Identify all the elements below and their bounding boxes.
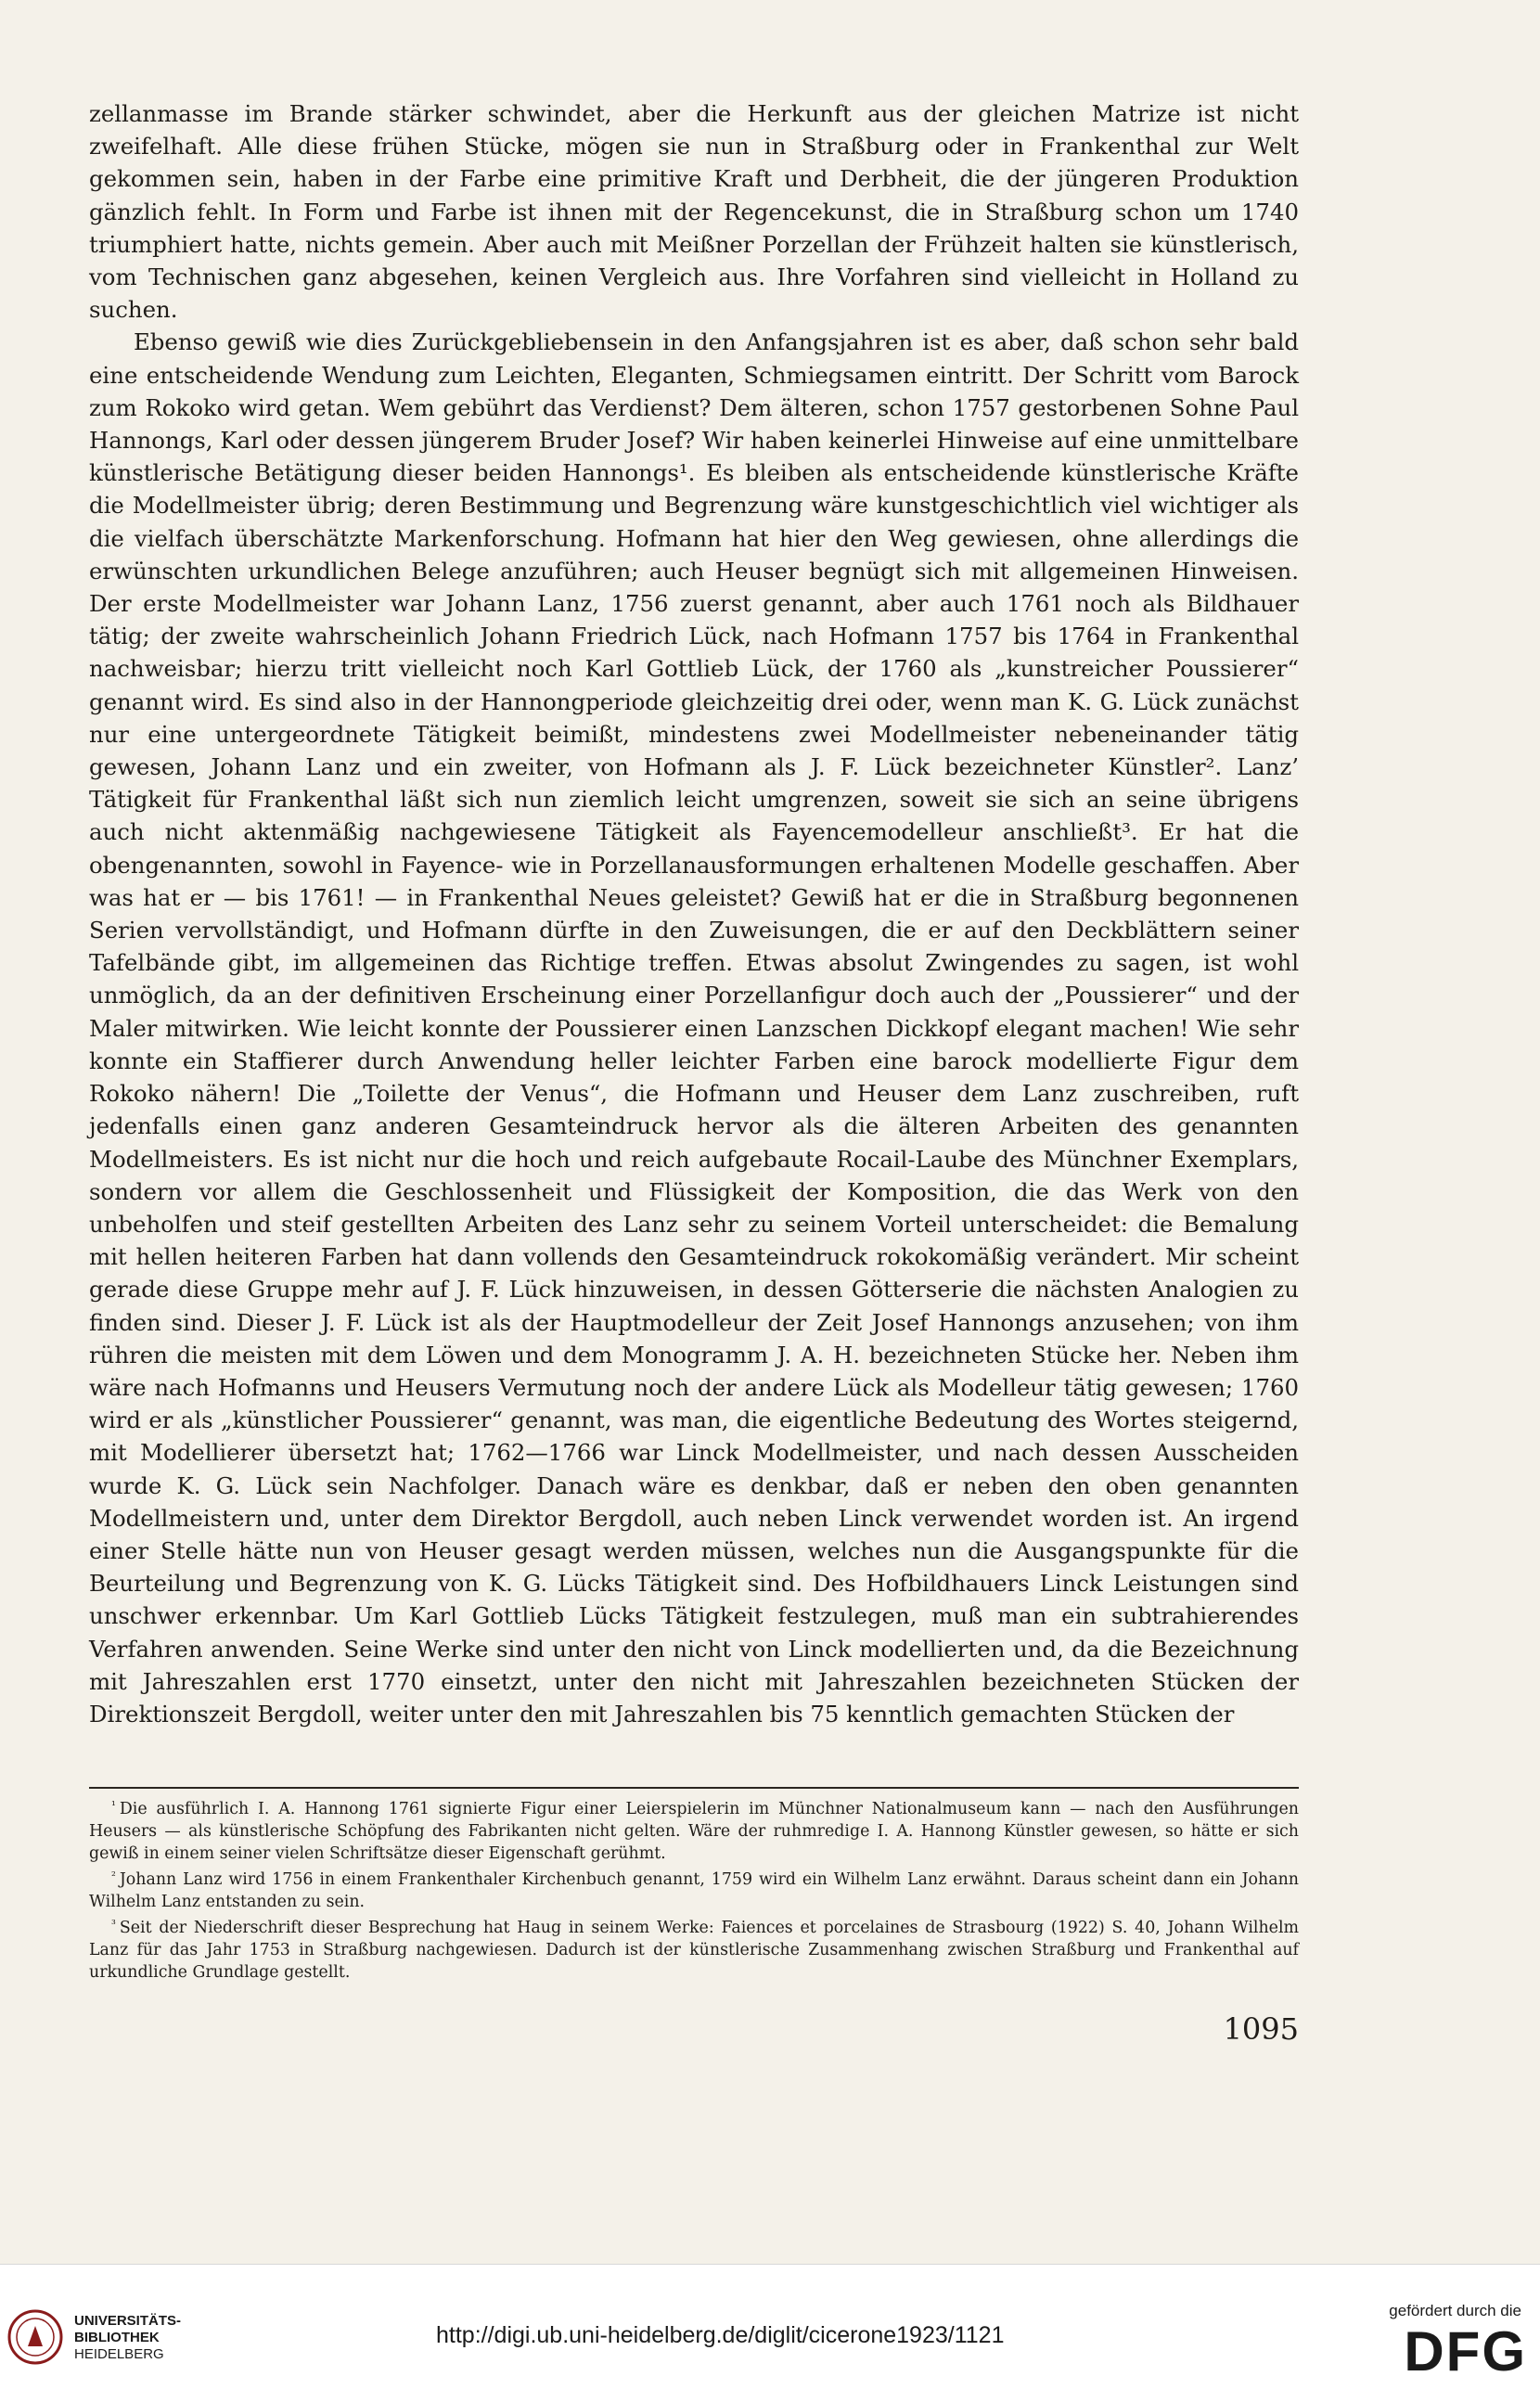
library-name-line-3: HEIDELBERG bbox=[74, 2346, 164, 2362]
library-name-line-2: BIBLIOTHEK bbox=[74, 2330, 160, 2345]
footnote-rule bbox=[89, 1787, 1299, 1789]
viewer-footer bbox=[0, 2264, 1540, 2402]
library-name-line-1: UNIVERSITÄTS- bbox=[74, 2313, 182, 2329]
footnote-2-number: ² bbox=[111, 1869, 116, 1882]
footnotes bbox=[89, 1794, 1299, 1984]
footnote-1-number: ¹ bbox=[111, 1799, 116, 1812]
body-text bbox=[89, 97, 1299, 1730]
footnote-2-text: Johann Lanz wird 1756 in einem Frankenthaler Kirchenbuch genannt, 1759 wird ein Wilhelm Lanz erwähnt. Daraus scheint dann ein Johann Wilhelm Lanz entstanden zu sein. bbox=[89, 1870, 1299, 1911]
footnote-3-text: Seit der Niederschrift dieser Besprechung hat Haug in seinem Werke: Faiences et porcelaines de Strasbourg (1922) S. 40, Johann Wilhelm Lanz für das Jahr 1753 in Straßburg nachgewiesen. Dadurch ist der künstlerische Zusammenhang zwischen Straßburg und Frankenthal auf urkundliche Grundlage gestellt. bbox=[89, 1919, 1299, 1982]
footnote-2 bbox=[89, 1865, 1299, 1913]
permalink-url[interactable]: http://digi.ub.uni-heidelberg.de/diglit/cicerone1923/1121 bbox=[436, 2322, 1005, 2348]
paragraph-2: Ebenso gewiß wie dies Zurückgebliebensein in den Anfangsjahren ist es aber, daß schon sehr bald eine entscheidende Wendung zum Leichten, Eleganten, Schmiegsamen eintritt. Der Schritt vom Barock zum Rokoko wird getan. Wem gebührt das Verdienst? Dem älteren, schon 1757 gestorbenen Sohne Paul Hannongs, Karl oder dessen jüngerem Bruder Josef? Wir haben keinerlei Hinweise auf eine unmittelbare künstlerische Betätigung dieser beiden Hannongs¹. Es bleiben als entscheidende künstlerische Kräfte die Modellmeister übrig; deren Bestimmung und Begrenzung wäre kunstgeschichtlich viel wichtiger als die vielfach überschätzte Markenforschung. Hofmann hat hier den Weg gewiesen, ohne allerdings die erwünschten urkundlichen Belege anzuführen; auch Heuser begnügt sich mit allgemeinen Hinweisen. Der erste Modellmeister war Johann Lanz, 1756 zuerst genannt, aber auch 1761 noch als Bildhauer tätig; der zweite wahrscheinlich Johann Friedrich Lück, nach Hofmann 1757 bis 1764 in Frankenthal nachweisbar; hierzu tritt vielleicht noch Karl Gottlieb Lück, der 1760 als „kunstreicher Poussierer“ genannt wird. Es sind also in der Hannongperiode gleichzeitig drei oder, wenn man K. G. Lück zunächst nur eine untergeordnete Tätigkeit beimißt, mindestens zwei Modellmeister nebeneinander tätig gewesen, Johann Lanz und ein zweiter, von Hofmann als J. F. Lück bezeichneter Künstler². Lanz’ Tätigkeit für Frankenthal läßt sich nun ziemlich leicht umgrenzen, soweit sie sich an seine übrigens auch nicht aktenmäßig nachgewiesene Tätigkeit als Fayencemodelleur anschließt³. Er hat die obengenannten, sowohl in Fayence- wie in Porzellanausformungen erhaltenen Modelle geschaffen. Aber was hat er — bis 1761! — in Frankenthal Neues geleistet? Gewiß hat er die in Straßburg begonnenen Serien vervollständigt, und Hofmann dürfte in den Zuweisungen, die er auf den Deckblättern seiner Tafelbände gibt, im allgemeinen das Richtige treffen. Etwas absolut Zwingendes zu sagen, ist wohl unmöglich, da an der definitiven Erscheinung einer Porzellanfigur doch auch der „Poussierer“ und der Maler mitwirken. Wie leicht konnte der Poussierer einen Lanzschen Dickkopf elegant machen! Wie sehr konnte ein Staffierer durch Anwendung heller leichter Farben eine barock modellierte Figur dem Rokoko nähern! Die „Toilette der Venus“, die Hofmann und Heuser dem Lanz zuschreiben, ruft jedenfalls einen ganz anderen Gesamteindruck hervor als die älteren Arbeiten des genannten Modellmeisters. Es ist nicht nur die hoch und reich aufgebaute Rocail-Laube des Münchner Exemplars, sondern vor allem die Geschlossenheit und Flüssigkeit der Komposition, die das Werk von den unbeholfen und steif gestellten Arbeiten des Lanz sehr zu seinem Vorteil unterscheidet: die Bemalung mit hellen heiteren Farben hat dann vollends den Gesamteindruck rokokomäßig verändert. Mir scheint gerade diese Gruppe mehr auf J. F. Lück hinzuweisen, in dessen Götterserie die nächsten Analogien zu finden sind. Dieser J. F. Lück ist als der Hauptmodelleur der Zeit Josef Hannongs anzusehen; von ihm rühren die meisten mit dem Löwen und dem Monogramm J. A. H. bezeichneten Stücke her. Neben ihm wäre nach Hofmanns und Heusers Vermutung noch der andere Lück als Modelleur tätig gewesen; 1760 wird er als „künstlicher Poussierer“ genannt, was man, die eigentliche Bedeutung des Wortes steigernd, mit Modellierer übersetzt hat; 1762—1766 war Linck Modellmeister, und nach dessen Ausscheiden wurde K. G. Lück sein Nachfolger. Danach wäre es denkbar, daß er neben den oben genannten Modellmeistern und, unter dem Direktor Bergdoll, auch neben Linck verwendet worden ist. An irgend einer Stelle hätte nun von Heuser gesagt werden müssen, welches nun die Ausgangspunkte für die Beurteilung und Begrenzung von K. G. Lücks Tätigkeit sind. Des Hofbildhauers Linck Leistungen sind unschwer erkennbar. Um Karl Gottlieb Lücks Tätigkeit festzulegen, muß man ein subtrahierendes Verfahren anwenden. Seine Werke sind unter den nicht von Linck modellierten und, da die Bezeichnung mit Jahreszahlen erst 1770 einsetzt, unter den nicht mit Jahreszahlen bezeichneten Stücken der Direktionszeit Bergdoll, weiter unter den mit Jahreszahlen bis 75 kenntlich gemachten Stücken der bbox=[89, 328, 1299, 1728]
footnote-1-text: Die ausführlich I. A. Hannong 1761 signierte Figur einer Leierspielerin im Münchner Nationalmuseum kann — nach den Ausführungen Heusers — als künstlerische Schöpfung des Fabrikanten nicht gelten. Wäre der ruhmredige I. A. Hannong Künstler gewesen, so hätte er sich gewiß in einem seiner vielen Schriftsätze dieser Eigenschaft gerühmt. bbox=[89, 1800, 1299, 1863]
footnote-3-number: ³ bbox=[111, 1918, 116, 1931]
library-name[interactable] bbox=[74, 2313, 181, 2363]
page-number: 1095 bbox=[1223, 2011, 1299, 2047]
paragraph-1: zellanmasse im Brande stärker schwindet, aber die Herkunft aus der gleichen Matrize ist nicht zweifelhaft. Alle diese frühen Stücke, mögen sie nun in Straßburg oder in Frankenthal zur Welt gekommen sein, haben in der Farbe eine primitive Kraft und Derbheit, die der jüngeren Produktion gänzlich fehlt. In Form und Farbe ist ihnen mit der Regencekunst, die in Straßburg schon um 1740 triumphiert hatte, nichts gemein. Aber auch mit Meißner Porzellan der Frühzeit halten sie künstlerisch, vom Technischen ganz abgesehen, keinen Vergleich aus. Ihre Vorfahren sind vielleicht in Holland zu suchen. bbox=[89, 100, 1299, 324]
footnote-1 bbox=[89, 1794, 1299, 1865]
footnote-3 bbox=[89, 1913, 1299, 1984]
university-seal-icon[interactable] bbox=[7, 2309, 63, 2365]
funding-label: gefördert durch die bbox=[1389, 2302, 1521, 2319]
dfg-logo[interactable]: DFG bbox=[1404, 2320, 1527, 2383]
